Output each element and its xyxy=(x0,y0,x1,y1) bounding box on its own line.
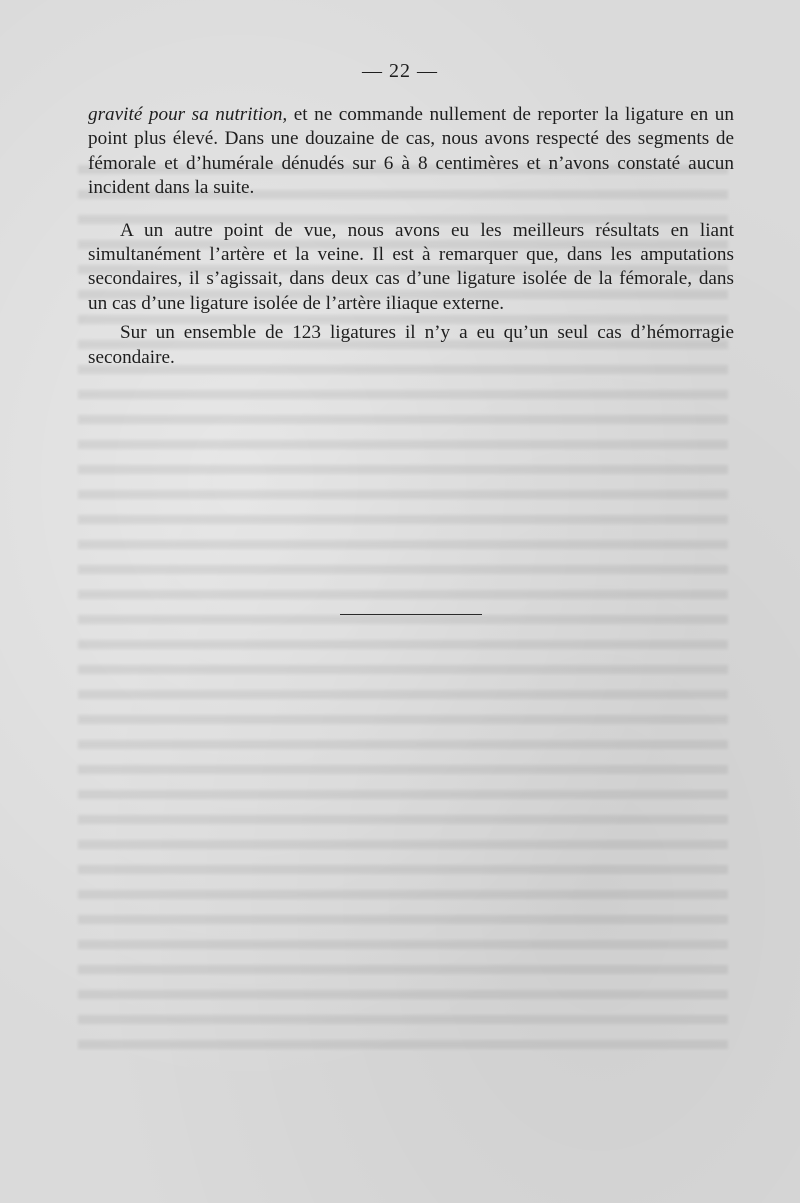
page-number: — 22 — xyxy=(362,60,438,82)
paragraph-2: A un autre point de vue, nous avons eu les meilleurs résultats en liant simultanément l’artère et la veine. Il est à remarquer que, dans les amputations secondaires, il s’agissait, dans deux cas d’une ligature isolée de la fémorale, dans un cas d’une ligature isolée de l’artère iliaque externe. xyxy=(88,219,734,314)
body-text xyxy=(88,103,734,370)
paragraph-1-italic-lead: gravité pour sa nutrition, xyxy=(88,104,288,125)
paragraph-3: Sur un ensemble de 123 ligatures il n’y a eu qu’un seul cas d’hémorragie secondaire. xyxy=(88,322,734,368)
paragraph-1 xyxy=(88,103,734,201)
section-divider xyxy=(340,614,482,615)
paragraph-1-text: et ne commande nullement de reporter la ligature en un point plus élevé. Dans une douzaine de cas, nous avons respecté des segments de fémorale et d’humérale dénudés sur 6 à 8 centimères et n’avons constaté aucun incident dans la suite. xyxy=(88,104,734,199)
